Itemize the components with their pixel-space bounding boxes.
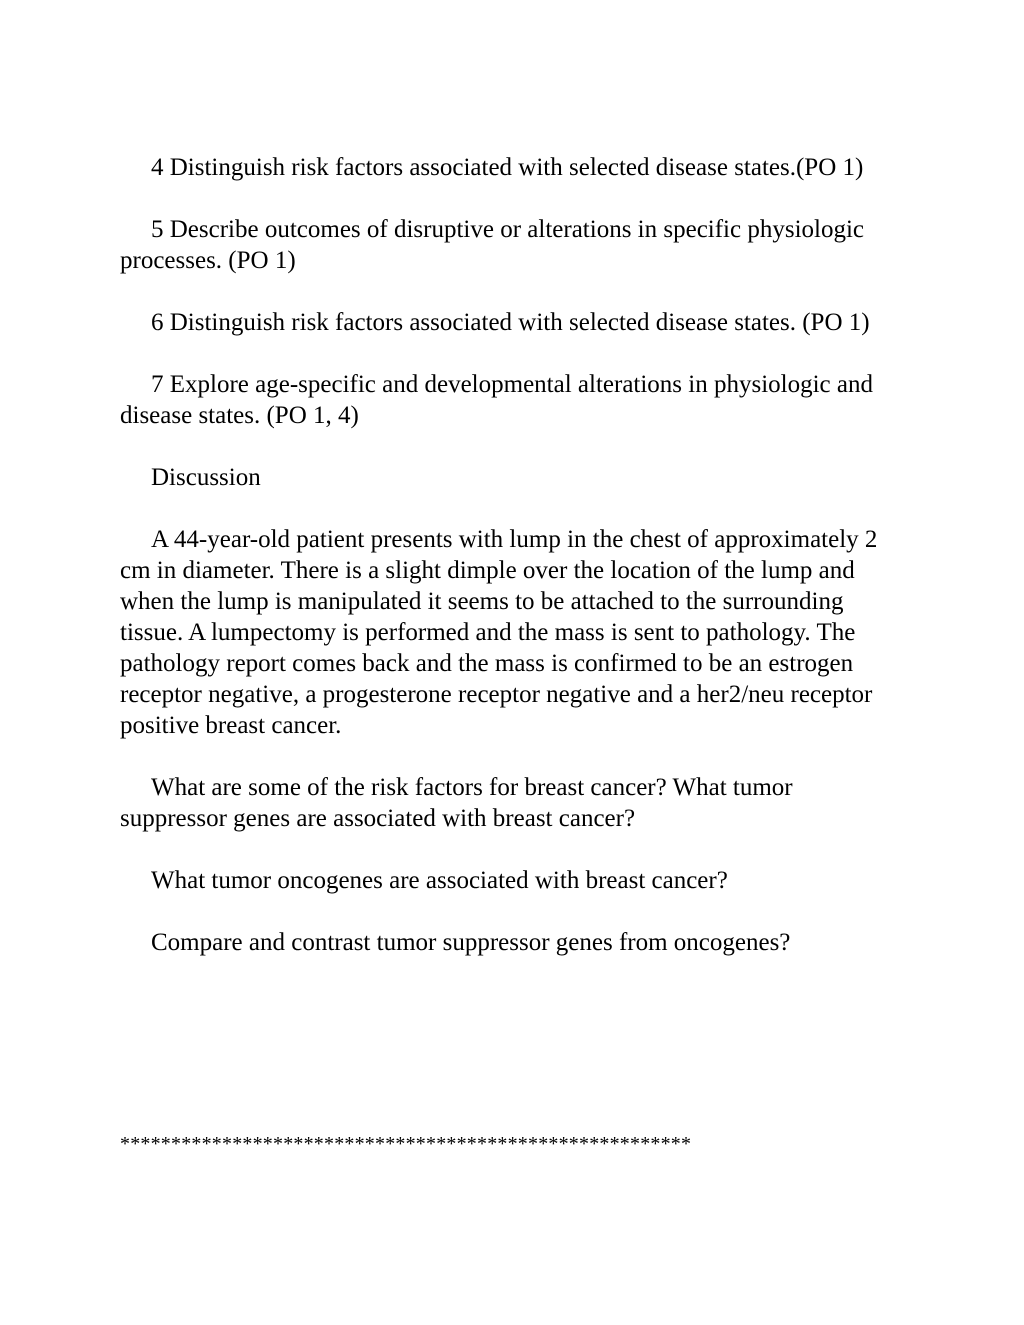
question-compare: Compare and contrast tumor suppressor genes from oncogenes? (151, 929, 791, 956)
objective-5: 5 Describe outcomes of disruptive or alterations in specific physiologic processes. (PO 1) (120, 216, 865, 274)
objective-7: 7 Explore age-specific and developmental alterations in physiologic and disease states. (PO 1, 4) (120, 371, 873, 429)
objective-6: 6 Distinguish risk factors associated with selected disease states. (PO 1) (151, 309, 870, 336)
separator-line: ******************************************************** (120, 1133, 692, 1155)
question-risk-factors: What are some of the risk factors for breast cancer? What tumor suppressor genes are associated with breast cancer? (120, 774, 793, 832)
case-description: A 44-year-old patient presents with lump in the chest of approximately 2 cm in diameter. There is a slight dimple over the location of the lump and when the lump is manipulated it seems to be attached to the surrounding tissue. A lumpectomy is performed and the mass is sent to pathology. The pathology report comes back and the mass is confirmed to be an estrogen receptor negative, a progesterone receptor negative and a her2/neu receptor positive breast cancer. (120, 526, 878, 739)
objective-4: 4 Distinguish risk factors associated with selected disease states.(PO 1) (151, 154, 864, 181)
discussion-heading: Discussion (151, 464, 261, 491)
question-oncogenes: What tumor oncogenes are associated with breast cancer? (151, 867, 728, 894)
document-body (120, 152, 900, 989)
